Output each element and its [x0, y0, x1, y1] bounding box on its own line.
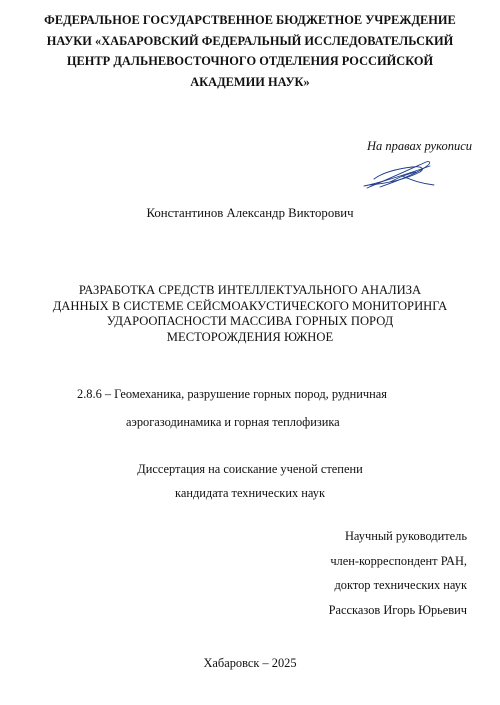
supervisor-line: Рассказов Игорь Юрьевич: [328, 602, 467, 617]
supervisor-line: Научный руководитель: [344, 529, 467, 543]
supervisor-line: член-корреспондент РАН,: [330, 553, 467, 568]
handwritten-signature: [360, 157, 438, 191]
degree-statement: [0, 457, 500, 505]
place-and-year: Хабаровск – 2025: [203, 656, 297, 670]
degree-line: кандидата технических наук: [175, 486, 325, 500]
specialty: [77, 380, 467, 436]
title-line: ДАННЫХ В СИСТЕМЕ СЕЙСМОАКУСТИЧЕСКОГО МОНИТОРИНГА: [52, 298, 448, 313]
institution-line: ЦЕНТР ДАЛЬНЕВОСТОЧНОГО ОТДЕЛЕНИЯ РОССИЙСКОЙ: [66, 54, 434, 68]
degree-line: Диссертация на соискание ученой степени: [137, 462, 363, 476]
institution-line: АКАДЕМИИ НАУК»: [190, 74, 310, 89]
institution-line: НАУКИ «ХАБАРОВСКИЙ ФЕДЕРАЛЬНЫЙ ИССЛЕДОВАТЕЛЬСКИЙ: [46, 33, 454, 48]
rights-note: На правах рукописи: [367, 139, 472, 153]
author-name: Константинов Александр Викторович: [146, 206, 354, 220]
title-line: РАЗРАБОТКА СРЕДСТВ ИНТЕЛЛЕКТУАЛЬНОГО АНАЛИЗА: [78, 283, 422, 297]
institution-name: [30, 10, 470, 92]
title-line: УДАРООПАСНОСТИ МАССИВА ГОРНЫХ ПОРОД: [106, 314, 394, 328]
specialty-line: 2.8.6 – Геомеханика, разрушение горных пород, рудничная: [77, 387, 387, 401]
title-line: МЕСТОРОЖДЕНИЯ ЮЖНОЕ: [166, 329, 334, 344]
specialty-line: аэрогазодинамика и горная теплофизика: [126, 415, 340, 429]
supervisor-line: доктор технических наук: [334, 578, 467, 592]
supervisor-block: [167, 524, 467, 622]
dissertation-title: [40, 283, 460, 345]
institution-line: ФЕДЕРАЛЬНОЕ ГОСУДАРСТВЕННОЕ БЮДЖЕТНОЕ УЧРЕЖДЕНИЕ: [44, 13, 456, 27]
